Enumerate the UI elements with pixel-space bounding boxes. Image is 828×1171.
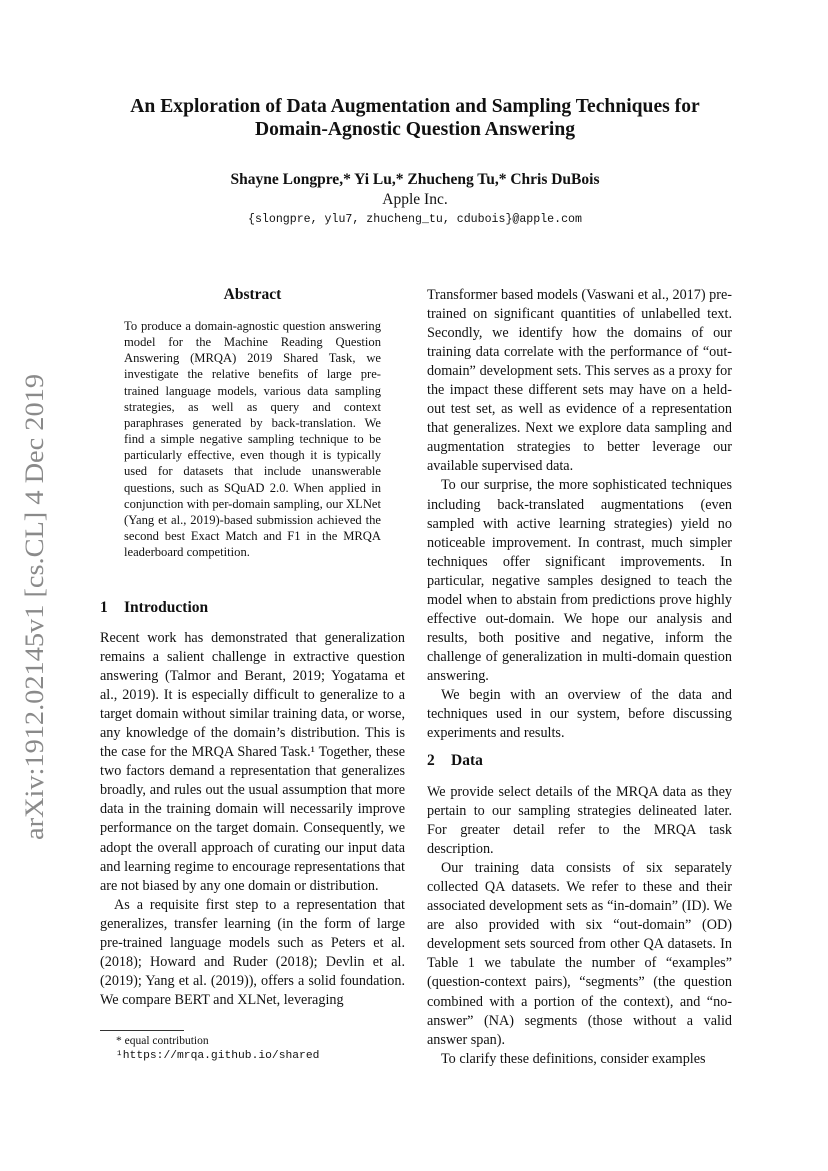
paper-title — [100, 95, 730, 141]
right-paragraph-3: We begin with an overview of the data and techniques used in our system, before discussing experiments and results. — [427, 686, 732, 742]
abstract-heading: Abstract — [223, 286, 282, 303]
arxiv-identifier — [16, 372, 52, 842]
left-column — [100, 629, 405, 1010]
intro-paragraph-2: As a requisite first step to a representation that generalizes, transfer learning (in the form of large pre-trained language models such as Peters et al. (2018); Howard and Ruder (2018); Devlin et al. (2019); Yang et al. (2019)), offers a solid foundation. We compare BERT and XLNet, leveraging — [100, 896, 405, 1008]
footnote-url: ¹https://mrqa.github.io/shared — [116, 1050, 320, 1062]
section-heading-introduction — [100, 599, 208, 617]
title-line-1: An Exploration of Data Augmentation and Sampling Techniques for — [130, 96, 700, 117]
section-number: 2 — [427, 752, 435, 769]
arxiv-stamp-text: arXiv:1912.02145v1 [cs.CL] 4 Dec 2019 — [20, 412, 49, 840]
footnote-equal-contribution: * equal contribution — [116, 1035, 209, 1047]
title-line-2: Domain-Agnostic Question Answering — [254, 119, 576, 140]
intro-paragraph-1: Recent work has demonstrated that generalization remains a salient challenge in extractive question answering (Talmor and Berant, 2019; Yogatama et al., 2019). It is especially difficult to generalize to a target domain without similar training data, or worse, any knowledge of the domain’s distribution. This is the case for the MRQA Shared Task.¹ Together, these two factors demand a representation that generalizes broadly, and rules out the usual assumption that more data in the training domain will necessarily improve performance on the target domain. Consequently, we adopt the overall approach of curating our input data and learning regime to encourage representations that are not biased by any one domain or distribution. — [100, 630, 405, 894]
section-heading-data — [427, 752, 483, 770]
data-paragraph-1: We provide select details of the MRQA data as they pertain to our sampling strategies delineated later. For greater detail refer to the MRQA task description. — [427, 784, 732, 858]
footnote-rule — [100, 1030, 184, 1031]
section-title: Data — [451, 752, 483, 769]
arxiv-stamp — [16, 372, 52, 842]
section-number: 1 — [100, 599, 108, 616]
right-column-bottom — [427, 783, 732, 1069]
section-title: Introduction — [124, 599, 209, 616]
authors: Shayne Longpre,* Yi Lu,* Zhucheng Tu,* Chris DuBois — [230, 171, 600, 188]
data-paragraph-2: Our training data consists of six separately collected QA datasets. We refer to these and their associated development sets as “in-domain” (ID). We are also provided with six “out-domain” (OD) development sets sourced from other QA datasets. In Table 1 we tabulate the number of “examples” (question-context pairs), “segments” (the question combined with a portion of the context), and “no-answer” (NA) segments (those without a valid answer span). — [427, 860, 732, 1048]
right-paragraph-2: To our surprise, the more sophisticated techniques including back-translated augmentations (even sampled with active learning strategies) yield no noticeable improvement. In contrast, much simpler techniques offer significant improvements. In particular, negative samples designed to teach the model when to abstain from predictions prove highly effective out-domain. We hope our analysis and results, both positive and negative, inform the challenge of generalization in multi-domain question answering. — [427, 477, 732, 684]
right-paragraph-1: Transformer based models (Vaswani et al., 2017) pre-trained on significant quantities of unlabelled text. Secondly, we identify how the domains of our training data correlate with the performance of “out-domain” development sets. This serves as a proxy for the impact these different sets may have on a held-out test set, as well as evidence of a representation that generalizes. Next we explore data sampling and augmentation strategies to better leverage our available supervised data. — [427, 287, 732, 475]
right-column-top — [427, 286, 732, 743]
data-paragraph-3: To clarify these definitions, consider examples — [441, 1050, 706, 1067]
author-emails: {slongpre, ylu7, zhucheng_tu, cdubois}@apple.com — [248, 213, 582, 226]
affiliation: Apple Inc. — [382, 191, 448, 208]
abstract-text: To produce a domain-agnostic question answering model for the Machine Reading Question Answering (MRQA) 2019 Shared Task, we investigate the relative benefits of large pre-trained language models, various data sampling strategies, as well as query and context paraphrases generated by back-translation. We find a simple negative sampling technique to be particularly effective, even though it is typically used for datasets that include unanswerable questions, such as SQuAD 2.0. When applied in conjunction with per-domain sampling, our XLNet (Yang et al., 2019)-based submission achieved the second best Exact Match and F1 in the MRQA leaderboard competition. — [124, 319, 381, 560]
